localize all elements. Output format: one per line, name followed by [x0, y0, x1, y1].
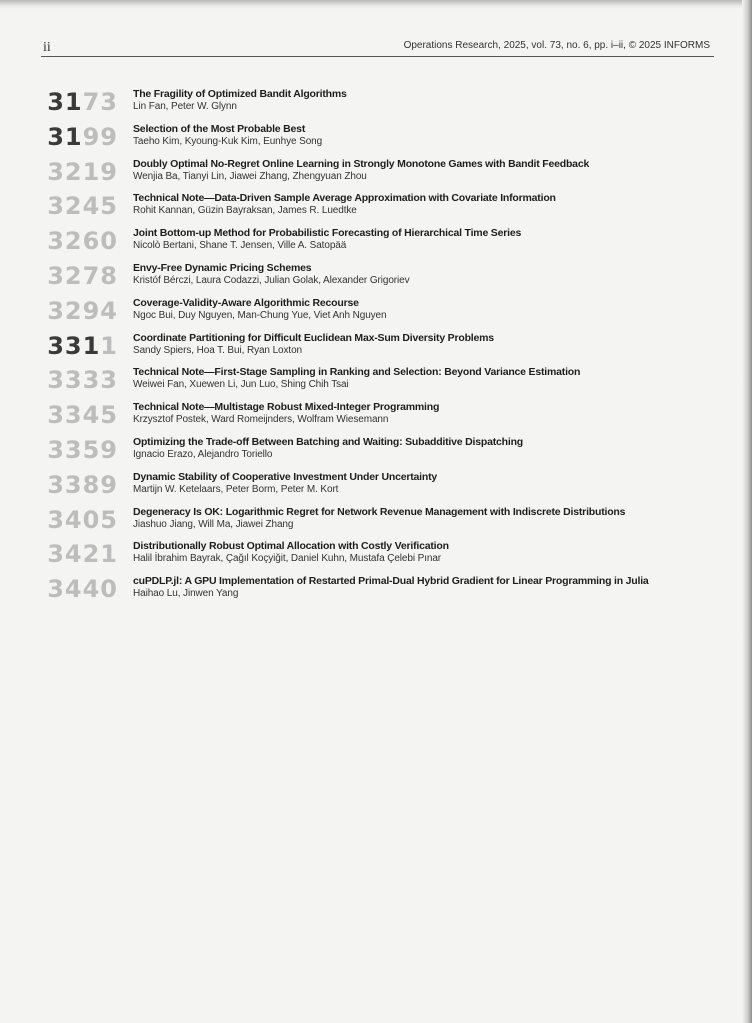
article-title[interactable]: Coverage-Validity-Aware Algorithmic Recourse	[133, 296, 359, 309]
start-page: 3260	[47, 227, 118, 256]
article-authors: Wenjia Ba, Tianyi Lin, Jiawei Zhang, Zhengyuan Zhou	[133, 170, 367, 182]
toc-entry[interactable]	[40, 123, 649, 158]
article-authors: Ngoc Bui, Duy Nguyen, Man-Chung Yue, Viet Anh Nguyen	[133, 309, 387, 321]
article-authors: Weiwei Fan, Xuewen Li, Jun Luo, Shing Chih Tsai	[133, 379, 349, 391]
article-title[interactable]: Coordinate Partitioning for Difficult Euclidean Max-Sum Diversity Problems	[133, 331, 494, 344]
start-page: 3245	[47, 192, 118, 221]
toc-entry[interactable]	[40, 262, 649, 297]
article-title[interactable]: Dynamic Stability of Cooperative Investment Under Uncertainty	[133, 470, 438, 483]
start-page: 3389	[47, 470, 118, 499]
article-authors: Jiashuo Jiang, Will Ma, Jiawei Zhang	[133, 518, 294, 530]
toc-entry[interactable]	[40, 332, 649, 367]
article-title[interactable]: Envy-Free Dynamic Pricing Schemes	[133, 261, 312, 274]
toc-entry[interactable]	[40, 158, 649, 193]
article-authors: Haihao Lu, Jinwen Yang	[133, 588, 239, 600]
article-authors: Lin Fan, Peter W. Glynn	[133, 101, 237, 112]
start-page: 3219	[47, 157, 118, 186]
article-authors: Ignacio Erazo, Alejandro Toriello	[133, 448, 273, 460]
toc-entry[interactable]	[40, 506, 649, 541]
running-head: Operations Research, 2025, vol. 73, no. 6, pp. i–ii, © 2025 INFORMS	[403, 40, 710, 51]
start-page: 3405	[47, 505, 118, 534]
toc-entry[interactable]	[40, 192, 649, 227]
page-number: ii	[43, 40, 51, 55]
toc-entry[interactable]	[40, 471, 649, 506]
article-authors: Kristóf Bérczi, Laura Codazzi, Julian Golak, Alexander Grigoriev	[133, 274, 410, 286]
start-page: 3421	[47, 540, 118, 569]
article-title[interactable]: Optimizing the Trade-off Between Batching and Waiting: Subadditive Dispatching	[133, 435, 524, 448]
table-of-contents	[40, 88, 649, 610]
toc-entry[interactable]	[40, 401, 649, 436]
start-page: 3345	[47, 401, 118, 430]
article-title[interactable]: Technical Note—First-Stage Sampling in Ranking and Selection: Beyond Variance Estimation	[133, 366, 581, 379]
toc-entry[interactable]	[40, 540, 649, 575]
scan-right-shadow	[742, 0, 752, 1023]
article-title[interactable]: Joint Bottom-up Method for Probabilistic Forecasting of Hierarchical Time Series	[133, 227, 522, 240]
toc-entry[interactable]	[40, 297, 649, 332]
toc-entry[interactable]	[40, 88, 649, 123]
start-page: 3311	[47, 331, 118, 360]
article-title[interactable]: The Fragility of Optimized Bandit Algorithms	[133, 88, 347, 100]
toc-entry[interactable]	[40, 366, 649, 401]
header-rule	[41, 56, 714, 57]
start-page: 3440	[47, 575, 118, 604]
start-page: 3173	[47, 88, 118, 116]
start-page: 3359	[47, 435, 118, 464]
article-authors: Nicolò Bertani, Shane T. Jensen, Ville A. Satopää	[133, 240, 347, 252]
article-title[interactable]: Doubly Optimal No-Regret Online Learning in Strongly Monotone Games with Bandit Feedback	[133, 157, 590, 170]
start-page: 3278	[47, 261, 118, 290]
article-authors: Krzysztof Postek, Ward Romeijnders, Wolfram Wiesemann	[133, 414, 389, 426]
scan-top-shadow	[0, 0, 752, 9]
article-title[interactable]: Technical Note—Data-Driven Sample Average Approximation with Covariate Information	[133, 192, 556, 205]
article-title[interactable]: Degeneracy Is OK: Logarithmic Regret for Network Revenue Management with Indiscrete Distributions	[133, 505, 626, 518]
start-page: 3333	[47, 366, 118, 395]
toc-entry[interactable]	[40, 575, 649, 610]
article-title[interactable]: cuPDLP.jl: A GPU Implementation of Restarted Primal-Dual Hybrid Gradient for Linear Programming in Julia	[133, 575, 649, 588]
start-page: 3294	[47, 296, 118, 325]
article-title[interactable]: Distributionally Robust Optimal Allocation with Costly Verification	[133, 540, 449, 553]
article-authors: Martijn W. Ketelaars, Peter Borm, Peter M. Kort	[133, 483, 339, 495]
article-authors: Halil İbrahim Bayrak, Çağıl Koçyiğit, Daniel Kuhn, Mustafa Çelebi Pınar	[133, 553, 442, 565]
toc-entry[interactable]	[40, 227, 649, 262]
toc-entry[interactable]	[40, 436, 649, 471]
article-title[interactable]: Selection of the Most Probable Best	[133, 122, 306, 135]
article-title[interactable]: Technical Note—Multistage Robust Mixed-Integer Programming	[133, 401, 440, 414]
article-authors: Sandy Spiers, Hoa T. Bui, Ryan Loxton	[133, 344, 302, 356]
start-page: 3199	[47, 122, 118, 151]
article-authors: Taeho Kim, Kyoung-Kuk Kim, Eunhye Song	[133, 135, 323, 147]
article-authors: Rohit Kannan, Güzin Bayraksan, James R. Luedtke	[133, 205, 357, 217]
